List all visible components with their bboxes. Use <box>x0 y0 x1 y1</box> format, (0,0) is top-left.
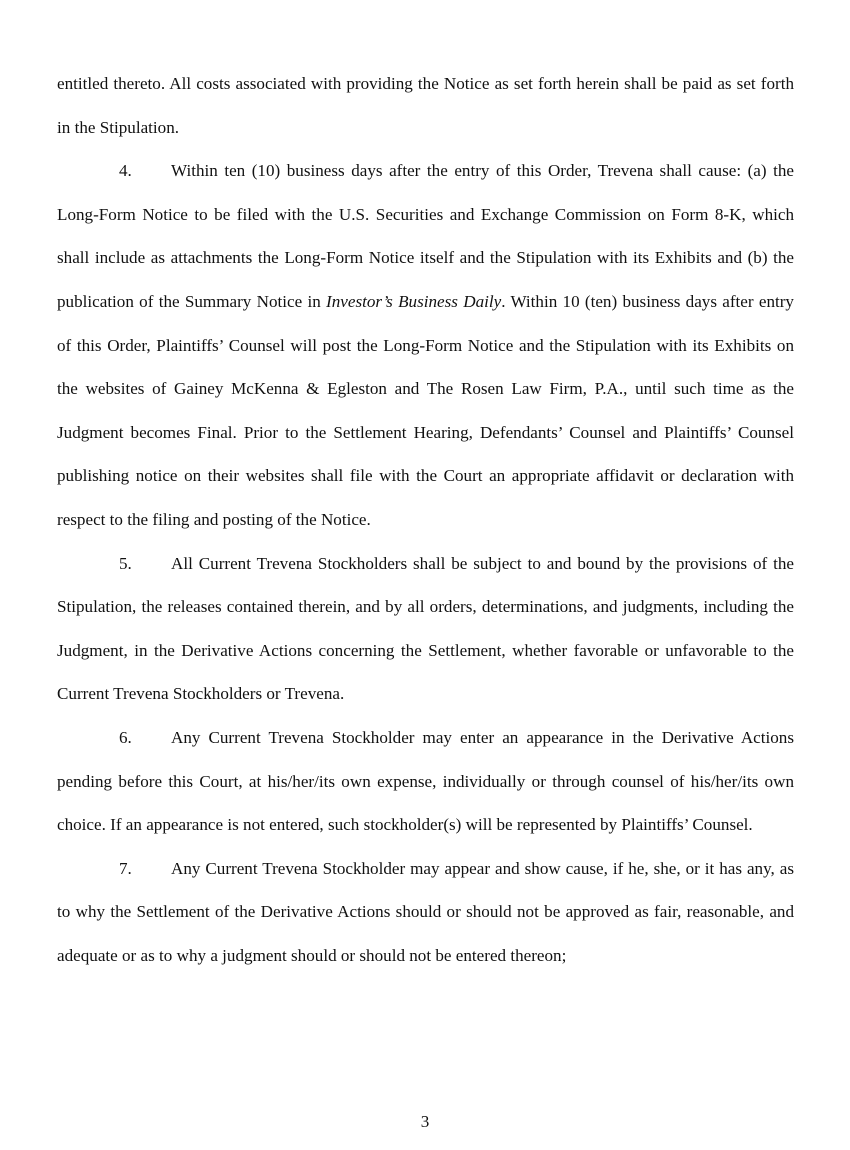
paragraph-text: All Current Trevena Stockholders shall be subject to and bound by the provisions of the Stipulation, the releases contained therein, and by all orders, determinations, and judgments, including the Judgment, in the Derivative Actions concerning the Settlement, whether favorable or unfavorable to the Current Trevena Stockholders or Trevena. <box>57 553 794 704</box>
document-body <box>57 62 794 977</box>
publication-title: Investor’s Business Daily <box>326 291 502 311</box>
paragraph-5 <box>57 542 794 716</box>
page-number: 3 <box>420 1112 430 1131</box>
paragraph-text: entitled thereto. All costs associated with providing the Notice as set forth herein shall be paid as set forth in the Stipulation. <box>57 74 794 137</box>
paragraph-4 <box>57 149 794 541</box>
paragraph-text: Any Current Trevena Stockholder may enter an appearance in the Derivative Actions pending before this Court, at his/her/its own expense, individually or through counsel of his/her/its own choice. If an appearance is not entered, such stockholder(s) will be represented by Plaintiffs’ Counsel. <box>57 727 794 835</box>
paragraph-number: 5. <box>119 553 132 573</box>
paragraph-7 <box>57 847 794 978</box>
paragraph-continuation <box>57 62 794 149</box>
paragraph-6 <box>57 716 794 847</box>
paragraph-text: Any Current Trevena Stockholder may appear and show cause, if he, she, or it has any, as to why the Settlement of the Derivative Actions should or should not be approved as fair, reasonable, and adequate or as to why a judgment should or should not be entered thereon; <box>57 858 794 965</box>
paragraph-text: . Within 10 (ten) business days after entry of this Order, Plaintiffs’ Counsel will post the Long-Form Notice and the Stipulation with its Exhibits on the websites of Gainey McKenna & Egleston and The Rosen Law Firm, P.A., until such time as the Judgment becomes Final. Prior to the Settlement Hearing, Defendants’ Counsel and Plaintiffs’ Counsel publishing notice on their websites shall file with the Court an appropriate affidavit or declaration with respect to the filing and posting of the Notice. <box>57 291 794 529</box>
paragraph-number: 4. <box>119 161 132 181</box>
paragraph-text: Within ten (10) business days after the entry of this Order, Trevena shall cause: (a) the Long-Form Notice to be filed with the U.S. Securities and Exchange Commission on Form 8-K, which shall include as attachments the Long-Form Notice itself and the Stipulation with its Exhibits and (b) the publication of the Summary Notice in <box>57 161 794 311</box>
paragraph-number: 6. <box>119 727 132 747</box>
paragraph-number: 7. <box>119 858 132 878</box>
